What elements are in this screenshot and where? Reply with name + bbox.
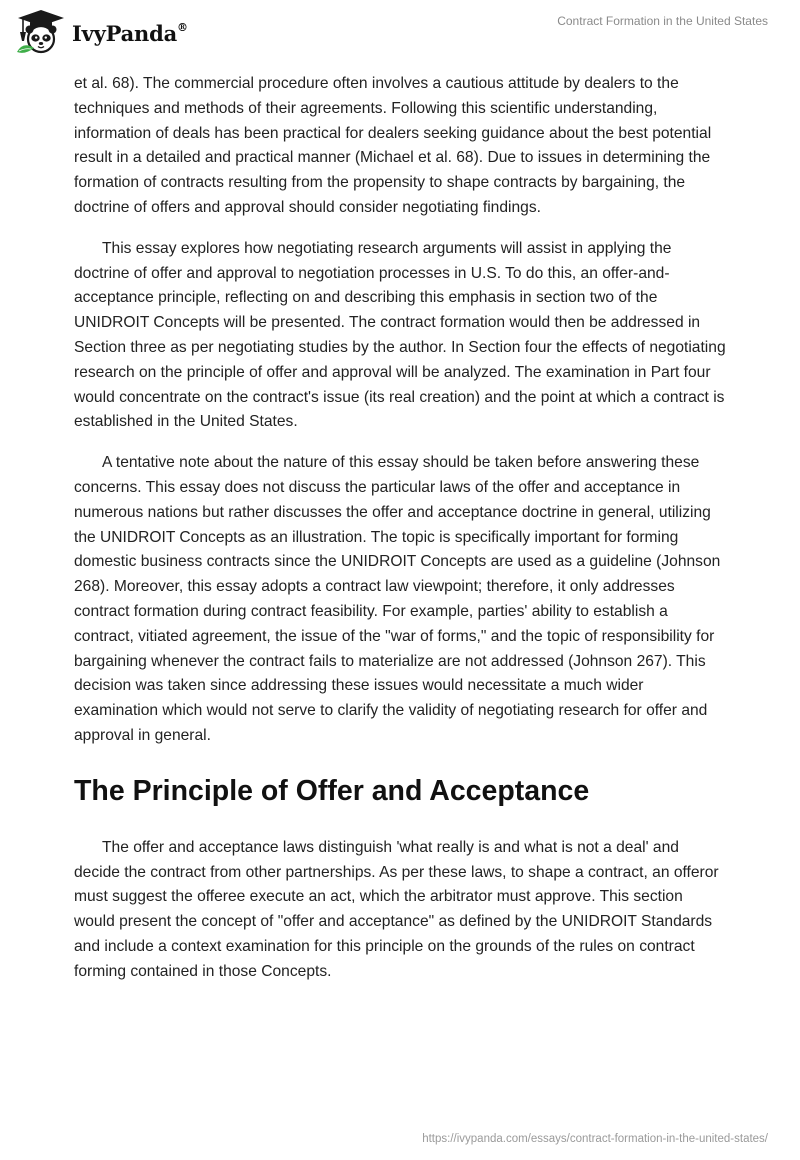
panda-graduate-icon bbox=[14, 8, 68, 56]
logo[interactable] bbox=[14, 8, 188, 56]
document-title: Contract Formation in the United States bbox=[557, 14, 768, 28]
paragraph-4: The offer and acceptance laws distinguish 'what really is and what is not a deal' and decide the contract from other partnerships. As per these laws, to shape a contract, an offeror must suggest the offeree execute an act, which the arbitrator must approve. This section would present the concept of "offer and acceptance" as defined by the UNIDROIT Standards and include a context examination for this principle on the grounds of the rules on contract forming contained in those Concepts. bbox=[74, 838, 719, 980]
essay-body bbox=[74, 72, 726, 1001]
source-url[interactable]: https://ivypanda.com/essays/contract-formation-in-the-united-states/ bbox=[422, 1133, 768, 1145]
paragraph-3: A tentative note about the nature of this essay should be taken before answering these concerns. This essay does not discuss the particular laws of the offer and acceptance in numerous nations but rather discusses the offer and acceptance doctrine in general, utilizing the UNIDROIT Concepts as an illustration. The topic is specifically important for forming domestic business contracts since the UNIDROIT Concepts are used as a guideline (Johnson 268). Moreover, this essay adopts a contract law viewpoint; therefore, it only addresses contract formation during contract feasibility. For example, parties' ability to establish a contract, vitiated agreement, the issue of the "war of forms," and the topic of responsibility for bargaining whenever the contract fails to materialize are not addressed (Johnson 267). This decision was taken since addressing these issues would necessitate a much wider examination which would not serve to clarify the validity of negotiating research for offer and approval in general. bbox=[74, 454, 721, 744]
paragraph-1: et al. 68). The commercial procedure often involves a cautious attitude by dealers to the techniques and methods of their agreements. Following this scientific understanding, information of deals has been practical for dealers seeking guidance about the best potential result in a detailed and practical manner (Michael et al. 68). Due to issues in determining the formation of contracts resulting from the propensity to shape contracts by bargaining, the doctrine of offers and approval should consider negotiating findings. bbox=[74, 75, 712, 216]
paragraph-2: This essay explores how negotiating research arguments will assist in applying the doctrine of offer and approval to negotiation processes in U.S. To do this, an offer-and-acceptance principle, reflecting on and describing this emphasis in section two of the UNIDROIT Concepts will be presented. The contract formation would then be addressed in Section three as per negotiating studies by the author. In Section four the effects of negotiating research on the principle of offer and approval will be analyzed. The examination in Part four would concentrate on the contract's issue (its real creation) and the point at which a contract is established in the United States. bbox=[74, 239, 726, 431]
section-heading: The Principle of Offer and Acceptance bbox=[74, 774, 590, 807]
logo-text: IvyPanda® bbox=[72, 20, 188, 46]
page-header bbox=[0, 0, 800, 70]
